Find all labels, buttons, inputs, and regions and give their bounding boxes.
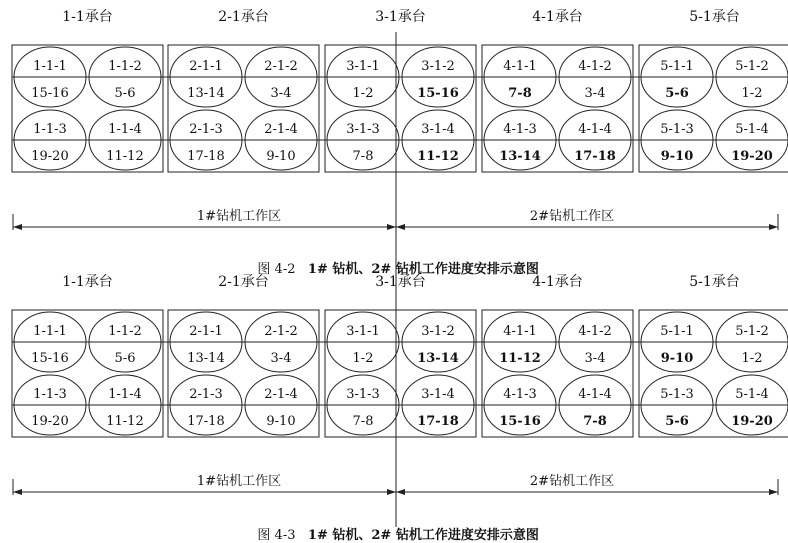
pile-id: 1-1-1: [33, 59, 67, 74]
arrow-head: [387, 224, 396, 230]
pile-schedule: 5-6: [114, 86, 136, 101]
pile-schedule: 13-14: [187, 351, 225, 366]
pile-schedule: 3-4: [584, 86, 606, 101]
platform-3: [325, 45, 476, 172]
pile-schedule: 1-2: [741, 86, 763, 101]
pile-schedule: 1-2: [352, 351, 374, 366]
caption-number: 图 4-3: [257, 528, 296, 543]
pile-schedule: 7-8: [352, 414, 374, 429]
pile-id: 2-1-3: [189, 387, 223, 402]
pile-id: 5-1-2: [735, 59, 769, 74]
pile-schedule: 15-16: [417, 86, 459, 101]
pile-id: 1-1-3: [33, 122, 67, 137]
arrow-head: [387, 489, 396, 495]
platform-1: [12, 310, 163, 437]
arrow-head: [769, 489, 778, 495]
platform-label: 3-1承台: [375, 274, 426, 290]
pile-schedule: 17-18: [187, 149, 225, 164]
pile-schedule: 1-2: [741, 351, 763, 366]
pile-schedule: 19-20: [31, 414, 69, 429]
pile-id: 4-1-2: [578, 324, 612, 339]
pile-id: 5-1-1: [660, 59, 694, 74]
pile-id: 5-1-4: [735, 122, 769, 137]
pile-id: 4-1-1: [503, 59, 537, 74]
pile-schedule: 11-12: [106, 149, 144, 164]
pile-id: 1-1-2: [108, 324, 142, 339]
pile-id: 2-1-2: [264, 324, 298, 339]
platform-5: [639, 310, 788, 437]
zone-label-left: 1#钻机工作区: [196, 209, 282, 224]
pile-schedule: 19-20: [731, 149, 773, 164]
pile-id: 1-1-4: [108, 122, 142, 137]
pile-schedule: 11-12: [417, 149, 459, 164]
figure-1: [12, 9, 788, 230]
arrow-head: [396, 224, 405, 230]
pile-id: 5-1-3: [660, 122, 694, 137]
platform-label: 5-1承台: [689, 9, 740, 25]
pile-id: 1-1-3: [33, 387, 67, 402]
platform-4: [482, 310, 633, 437]
platform-2: [168, 310, 319, 437]
pile-id: 5-1-2: [735, 324, 769, 339]
platform-5: [639, 45, 788, 172]
pile-id: 4-1-3: [503, 122, 537, 137]
platform-label: 1-1承台: [62, 274, 113, 290]
pile-schedule: 5-6: [114, 351, 136, 366]
pile-id: 3-1-3: [346, 387, 380, 402]
platform-3: [325, 310, 476, 437]
pile-schedule: 15-16: [31, 351, 69, 366]
pile-id: 5-1-1: [660, 324, 694, 339]
pile-schedule: 13-14: [417, 351, 459, 366]
pile-id: 2-1-4: [264, 387, 298, 402]
pile-schedule: 5-6: [665, 414, 689, 429]
pile-schedule: 9-10: [660, 149, 694, 164]
pile-schedule: 15-16: [31, 86, 69, 101]
pile-schedule: 9-10: [266, 414, 296, 429]
pile-schedule: 9-10: [660, 351, 694, 366]
pile-schedule: 7-8: [508, 86, 532, 101]
pile-schedule: 11-12: [499, 351, 541, 366]
pile-id: 1-1-2: [108, 59, 142, 74]
caption-text: 1# 钻机、2# 钻机工作进度安排示意图: [307, 262, 539, 277]
arrow-head: [396, 489, 405, 495]
platform-2: [168, 45, 319, 172]
platform-label: 1-1承台: [62, 9, 113, 25]
pile-id: 2-1-2: [264, 59, 298, 74]
pile-id: 3-1-2: [421, 324, 455, 339]
zone-label-left: 1#钻机工作区: [196, 474, 282, 489]
pile-schedule: 19-20: [731, 414, 773, 429]
caption-number: 图 4-2: [257, 262, 296, 277]
pile-schedule: 1-2: [352, 86, 374, 101]
pile-id: 4-1-3: [503, 387, 537, 402]
zone-label-right: 2#钻机工作区: [529, 474, 615, 489]
figure-2: [12, 274, 788, 495]
pile-id: 3-1-2: [421, 59, 455, 74]
pile-id: 4-1-2: [578, 59, 612, 74]
pile-schedule: 19-20: [31, 149, 69, 164]
pile-schedule: 9-10: [266, 149, 296, 164]
pile-schedule: 3-4: [270, 86, 292, 101]
pile-id: 3-1-1: [346, 59, 380, 74]
platform-label: 3-1承台: [375, 9, 426, 25]
pile-id: 4-1-4: [578, 387, 612, 402]
pile-id: 5-1-4: [735, 387, 769, 402]
platform-label: 2-1承台: [218, 274, 269, 290]
pile-id: 4-1-4: [578, 122, 612, 137]
pile-schedule: 13-14: [187, 86, 225, 101]
pile-schedule: 13-14: [499, 149, 541, 164]
pile-id: 5-1-3: [660, 387, 694, 402]
arrow-head: [13, 224, 22, 230]
zone-label-right: 2#钻机工作区: [529, 209, 615, 224]
pile-schedule: 7-8: [583, 414, 607, 429]
platform-4: [482, 45, 633, 172]
pile-id: 2-1-1: [189, 59, 223, 74]
pile-schedule: 5-6: [665, 86, 689, 101]
pile-id: 3-1-4: [421, 122, 455, 137]
pile-id: 2-1-3: [189, 122, 223, 137]
arrow-head: [13, 489, 22, 495]
platform-label: 5-1承台: [689, 274, 740, 290]
platform-label: 2-1承台: [218, 9, 269, 25]
pile-id: 3-1-3: [346, 122, 380, 137]
caption-text: 1# 钻机、2# 钻机工作进度安排示意图: [307, 528, 539, 543]
pile-schedule: 17-18: [187, 414, 225, 429]
platform-label: 4-1承台: [532, 9, 583, 25]
pile-schedule: 17-18: [417, 414, 459, 429]
pile-schedule: 7-8: [352, 149, 374, 164]
pile-id: 2-1-1: [189, 324, 223, 339]
pile-id: 3-1-1: [346, 324, 380, 339]
pile-id: 1-1-1: [33, 324, 67, 339]
arrow-head: [769, 224, 778, 230]
platform-label: 4-1承台: [532, 274, 583, 290]
platform-1: [12, 45, 163, 172]
pile-schedule: 17-18: [574, 149, 616, 164]
pile-id: 1-1-4: [108, 387, 142, 402]
pile-schedule: 3-4: [270, 351, 292, 366]
pile-id: 4-1-1: [503, 324, 537, 339]
pile-schedule: 15-16: [499, 414, 541, 429]
pile-schedule: 11-12: [106, 414, 144, 429]
figure-caption-1: [0, 243, 788, 277]
pile-id: 3-1-4: [421, 387, 455, 402]
pile-schedule: 3-4: [584, 351, 606, 366]
figure-caption-2: [0, 509, 788, 543]
pile-id: 2-1-4: [264, 122, 298, 137]
